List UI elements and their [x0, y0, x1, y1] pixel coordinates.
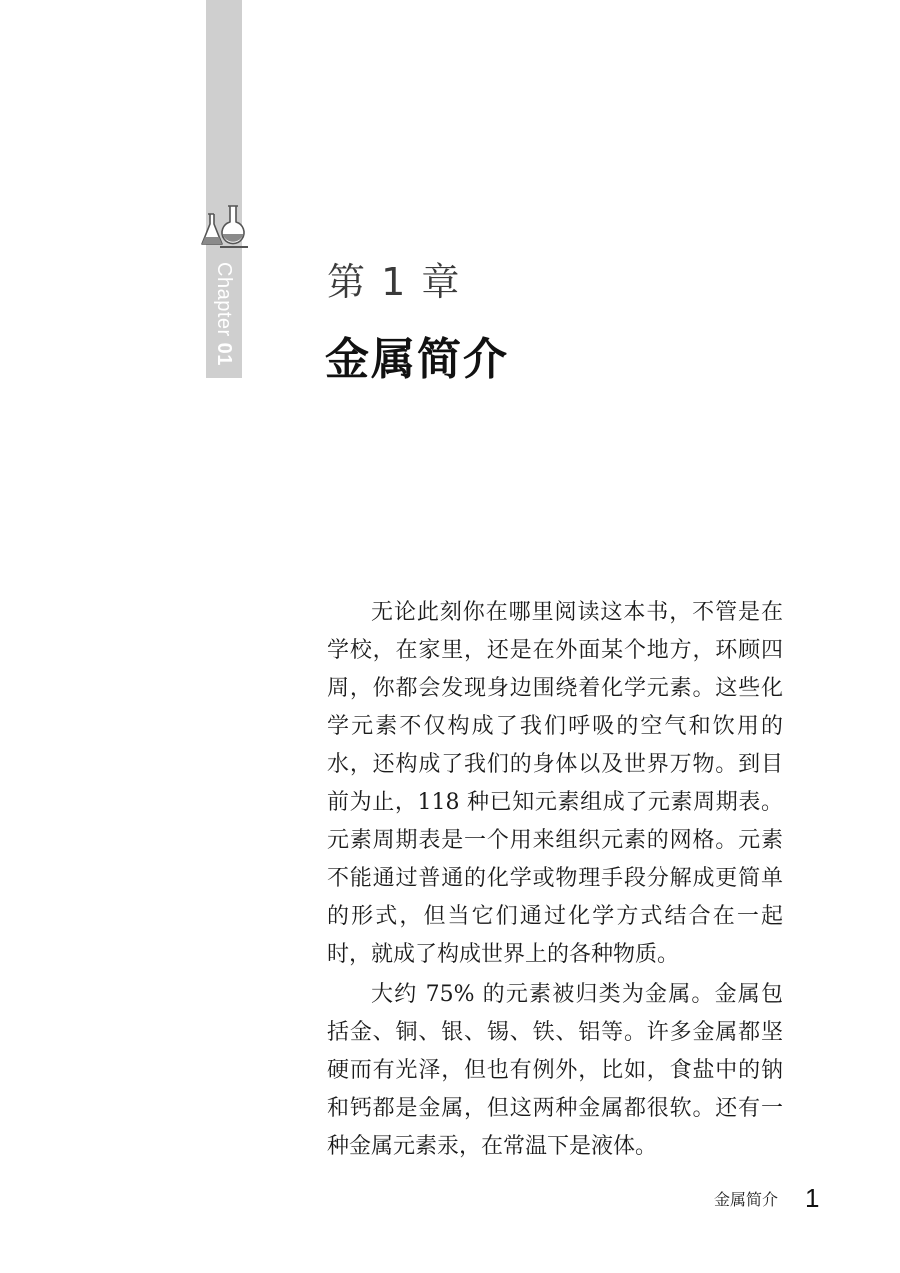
chapter-tab-number: 01	[213, 342, 235, 366]
paragraph: 大约 75% 的元素被归类为金属。金属包括金、铜、银、锡、铁、铝等。许多金属都坚硬而有光泽，但也有例外，比如，食盐中的钠和钙都是金属，但这两种金属都很软。还有一种金属元素汞，在常温下是液体。	[327, 982, 783, 1159]
chapter-tab-text: Chapter	[213, 262, 235, 337]
chapter-tab-label	[214, 262, 234, 366]
page-number: 1	[805, 1183, 820, 1213]
chapter-number: 第 1 章	[327, 260, 462, 304]
chapter-title: 金属简介	[325, 334, 509, 385]
running-footer-title: 金属简介	[714, 1190, 779, 1209]
body-text	[327, 594, 783, 1168]
paragraph: 无论此刻你在哪里阅读这本书，不管是在学校，在家里，还是在外面某个地方，环顾四周，你都会发现身边围绕着化学元素。这些化学元素不仅构成了我们呼吸的空气和饮用的水，还构成了我们的身体以及世界万物。到目前为止，118 种已知元素组成了元素周期表。元素周期表是一个用来组织元素的网格。元素不能通过普通的化学或物理手段分解成更简单的形式，但当它们通过化学方式结合在一起时，就成了构成世界上的各种物质。	[327, 600, 783, 967]
flask-icon	[200, 204, 252, 250]
